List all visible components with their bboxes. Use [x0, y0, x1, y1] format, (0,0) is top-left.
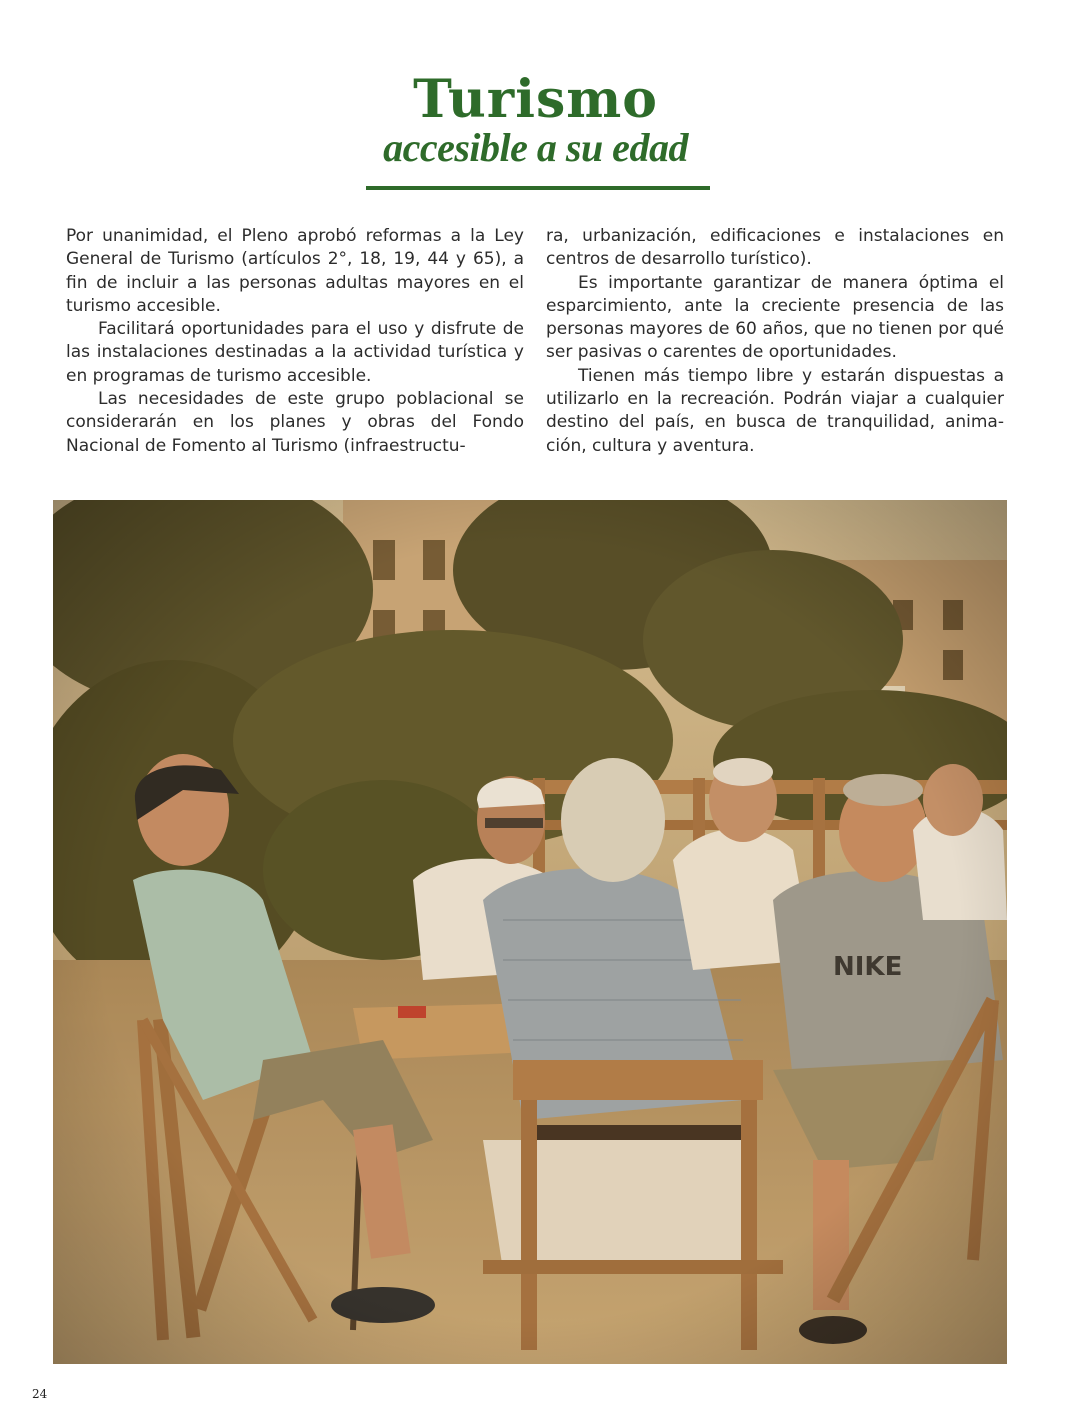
page-number: 24	[32, 1387, 48, 1401]
text-column-right	[546, 225, 1004, 458]
title-divider	[366, 186, 710, 190]
paragraph: Las necesidades de este grupo poblacional se considerarán en los planes y obras del Fondo Nacional de Fomento al Turismo (infraestructu-	[66, 389, 524, 456]
article-title: Turismo	[413, 69, 658, 130]
photo-illustration	[53, 500, 1007, 1364]
paragraph: Facilitará oportunidades para el uso y disfrute de las instalaciones destinadas a la actividad turística y en programas de turismo accesible.	[66, 319, 524, 386]
article-photo	[53, 500, 1007, 1364]
paragraph: Por unanimidad, el Pleno aprobó reformas a la Ley General de Turismo (artículos 2°, 18, 19, 44 y 65), a fin de incluir a las personas adultas mayores en el turismo accesible.	[66, 226, 524, 316]
paragraph: ra, urbanización, edificaciones e instalaciones en centros de desarrollo turístico).	[546, 226, 1004, 270]
text-column-left	[66, 225, 524, 458]
paragraph: Tienen más tiempo libre y estarán dispuestas a utilizarlo en la recreación. Podrán viajar a cualquier destino del país, en busca de tranquilidad, anima-ción, cultura y aventura.	[546, 365, 1004, 456]
article-subtitle: accesible a su edad	[383, 125, 688, 170]
paragraph: Es importante garantizar de manera óptima el esparcimiento, ante la creciente presencia de las personas mayores de 60 años, que no tienen por qué ser pasivas o carentes de oportunidades.	[546, 272, 1004, 363]
